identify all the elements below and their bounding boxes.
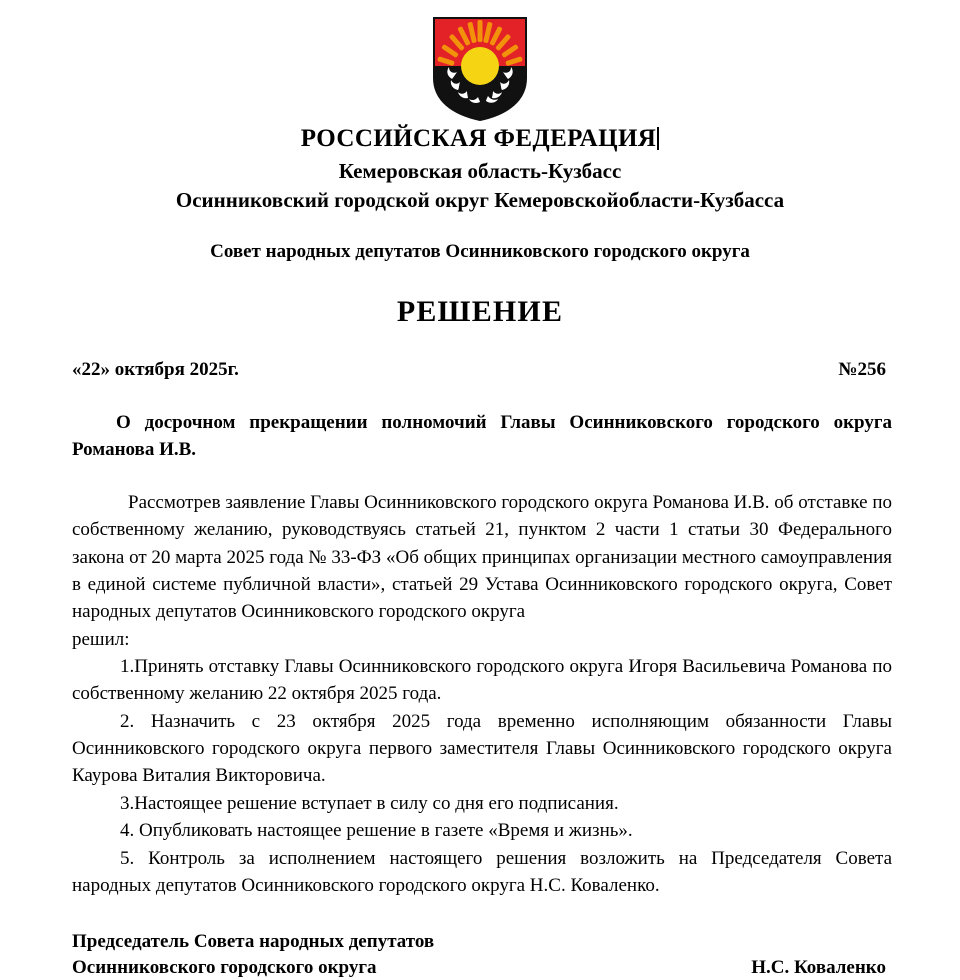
resolution-item: 1.Принять отставку Главы Осинниковского городского округа Игоря Васильевича Романова по собственному желанию 22 октября 2025 года.	[72, 656, 892, 705]
document-preamble: Рассмотрев заявление Главы Осинниковского городского округа Романова И.В. об отставке по собственному желанию, руководствуясь статьей 21, пунктом 2 части 1 статьи 30 Федерального закона от 20 марта 2025 года № 33-ФЗ «Об общих принципах организации местного самоуправления в единой системе публичной власти», статьей 29 Устава Осинниковского городского округа, Совет народных депутатов Осинниковского городского округа	[72, 491, 892, 623]
signature-block	[72, 929, 892, 980]
document-header	[0, 110, 960, 263]
document-meta-row	[72, 359, 892, 381]
resolution-item: 3.Настоящее решение вступает в силу со дня его подписания.	[120, 792, 619, 814]
header-line-federation: РОССИЙСКАЯ ФЕДЕРАЦИЯ	[300, 125, 657, 152]
document-title: РЕШЕНИЕ	[396, 295, 564, 329]
emblem-container	[0, 0, 960, 110]
header-line-region: Кемеровская область-Кузбасс	[338, 158, 622, 183]
coat-of-arms-icon	[432, 16, 528, 122]
resolution-item: 5. Контроль за исполнением настоящего решения возложить на Председателя Совета народных депутатов Осинниковского городского округа Н.С. Коваленко.	[72, 847, 892, 896]
header-line-district: Осинниковский городской округ Кемеровскойобласти-Кузбасса	[175, 188, 785, 213]
resolution-item: 4. Опубликовать настоящее решение в газете «Время и жизнь».	[120, 820, 633, 842]
document-body	[68, 359, 892, 980]
resolution-item: 2. Назначить с 23 октября 2025 года временно исполняющим обязанности Главы Осинниковского городского округа первого заместителя Главы Осинниковского городского округа Каурова Виталия Викторовича.	[72, 710, 892, 787]
signatory-name: Н.С. Коваленко	[751, 956, 886, 978]
signatory-title-line-1: Председатель Совета народных депутатов	[72, 931, 435, 953]
decision-word: решил:	[72, 628, 130, 650]
document-subject: О досрочном прекращении полномочий Главы Осинниковского городского округа Романова И.В.	[72, 412, 892, 460]
text-cursor-artifact	[657, 127, 659, 150]
signature-row	[72, 955, 892, 980]
header-line-council: Совет народных депутатов Осинниковского городского округа	[210, 241, 750, 263]
document-number: №256	[838, 359, 886, 381]
header-line-federation-wrap	[0, 110, 960, 154]
document-date: «22» октября 2025г.	[72, 359, 239, 381]
signatory-title-line-2: Осинниковского городского округа	[72, 956, 377, 978]
